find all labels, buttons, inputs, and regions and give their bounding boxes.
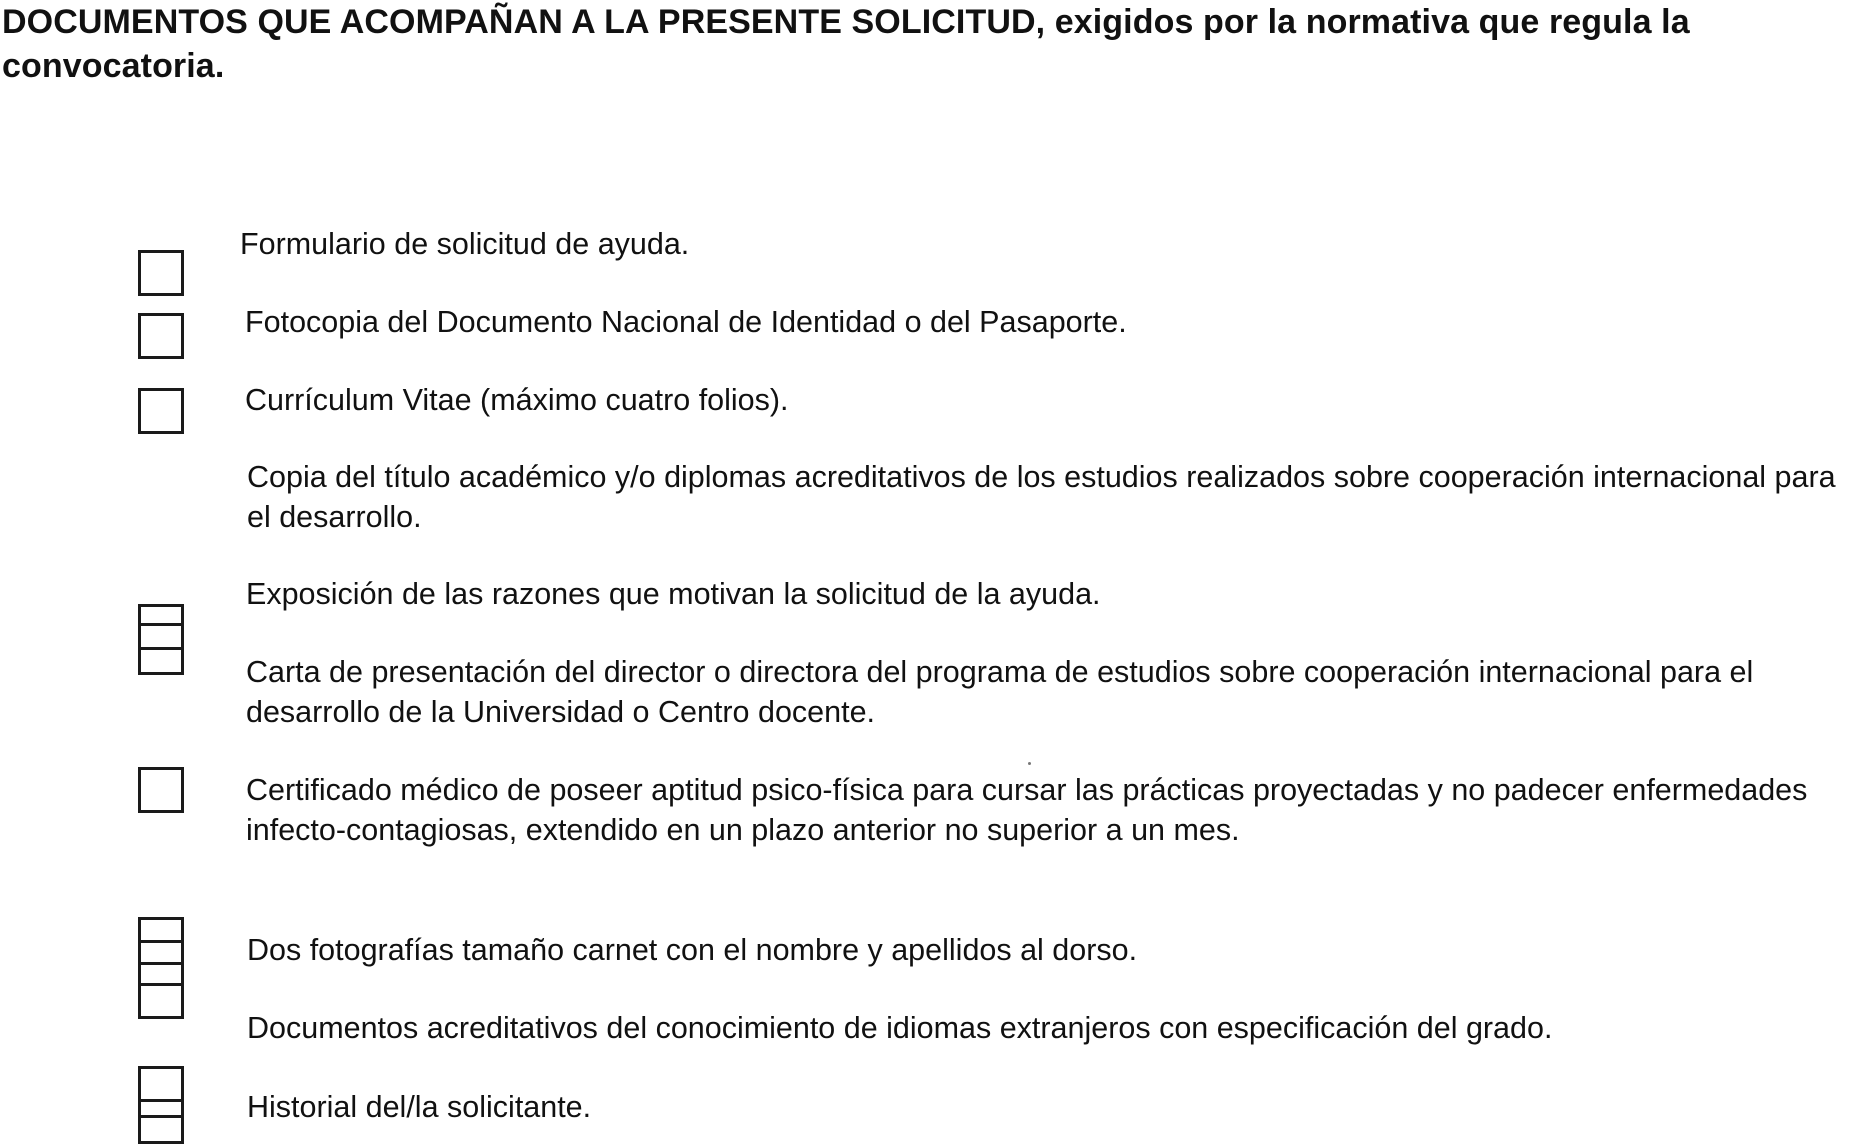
item-label-curriculum: Currículum Vitae (máximo cuatro folios). [245,383,789,417]
item-label-fotocopia-dni: Fotocopia del Documento Nacional de Identidad o del Pasaporte. [245,305,1127,339]
item-label-carta-presentacion: Carta de presentación del director o directora del programa de estudios sobre cooperación internacional para el desarrollo de la Universidad o Centro docente. [246,655,1754,729]
checkbox-divider [138,983,184,986]
checkbox-curriculum[interactable] [138,388,184,434]
item-label-certificado-medico: Certificado médico de poseer aptitud psico-física para cursar las prácticas proyectadas y no padecer enfermedades infecto-contagiosas, extendido en un plazo anterior no superior a un mes. [246,773,1808,847]
checkbox-stack-fotografias-idiomas[interactable] [138,917,184,1019]
item-label-exposicion-razones: Exposición de las razones que motivan la solicitud de la ayuda. [246,577,1101,611]
checkbox-certificado-medico[interactable] [138,767,184,813]
checkbox-divider [138,1099,184,1102]
scan-speck [1028,762,1031,765]
checkbox-stack-exposicion-carta[interactable] [138,604,184,675]
checkbox-stack-historial[interactable] [138,1066,184,1144]
item-label-historial: Historial del/la solicitante. [247,1090,592,1124]
checkbox-fotocopia-dni[interactable] [138,313,184,359]
item-label-formulario: Formulario de solicitud de ayuda. [240,227,690,261]
checkbox-divider [138,623,184,626]
checkbox-divider [138,1115,184,1118]
document-heading: DOCUMENTOS QUE ACOMPAÑAN A LA PRESENTE SOLICITUD, exigidos por la normativa que regula la convocatoria. [2,3,1690,85]
item-label-fotografias: Dos fotografías tamaño carnet con el nombre y apellidos al dorso. [247,933,1138,967]
checkbox-divider [138,940,184,943]
checkbox-divider [138,647,184,650]
item-label-titulo-academico: Copia del título académico y/o diplomas acreditativos de los estudios realizados sobre cooperación internacional para el desarrollo. [247,460,1836,534]
checkbox-formulario[interactable] [138,250,184,296]
item-label-idiomas: Documentos acreditativos del conocimiento de idiomas extranjeros con especificación del grado. [247,1011,1553,1045]
checkbox-divider [138,962,184,965]
